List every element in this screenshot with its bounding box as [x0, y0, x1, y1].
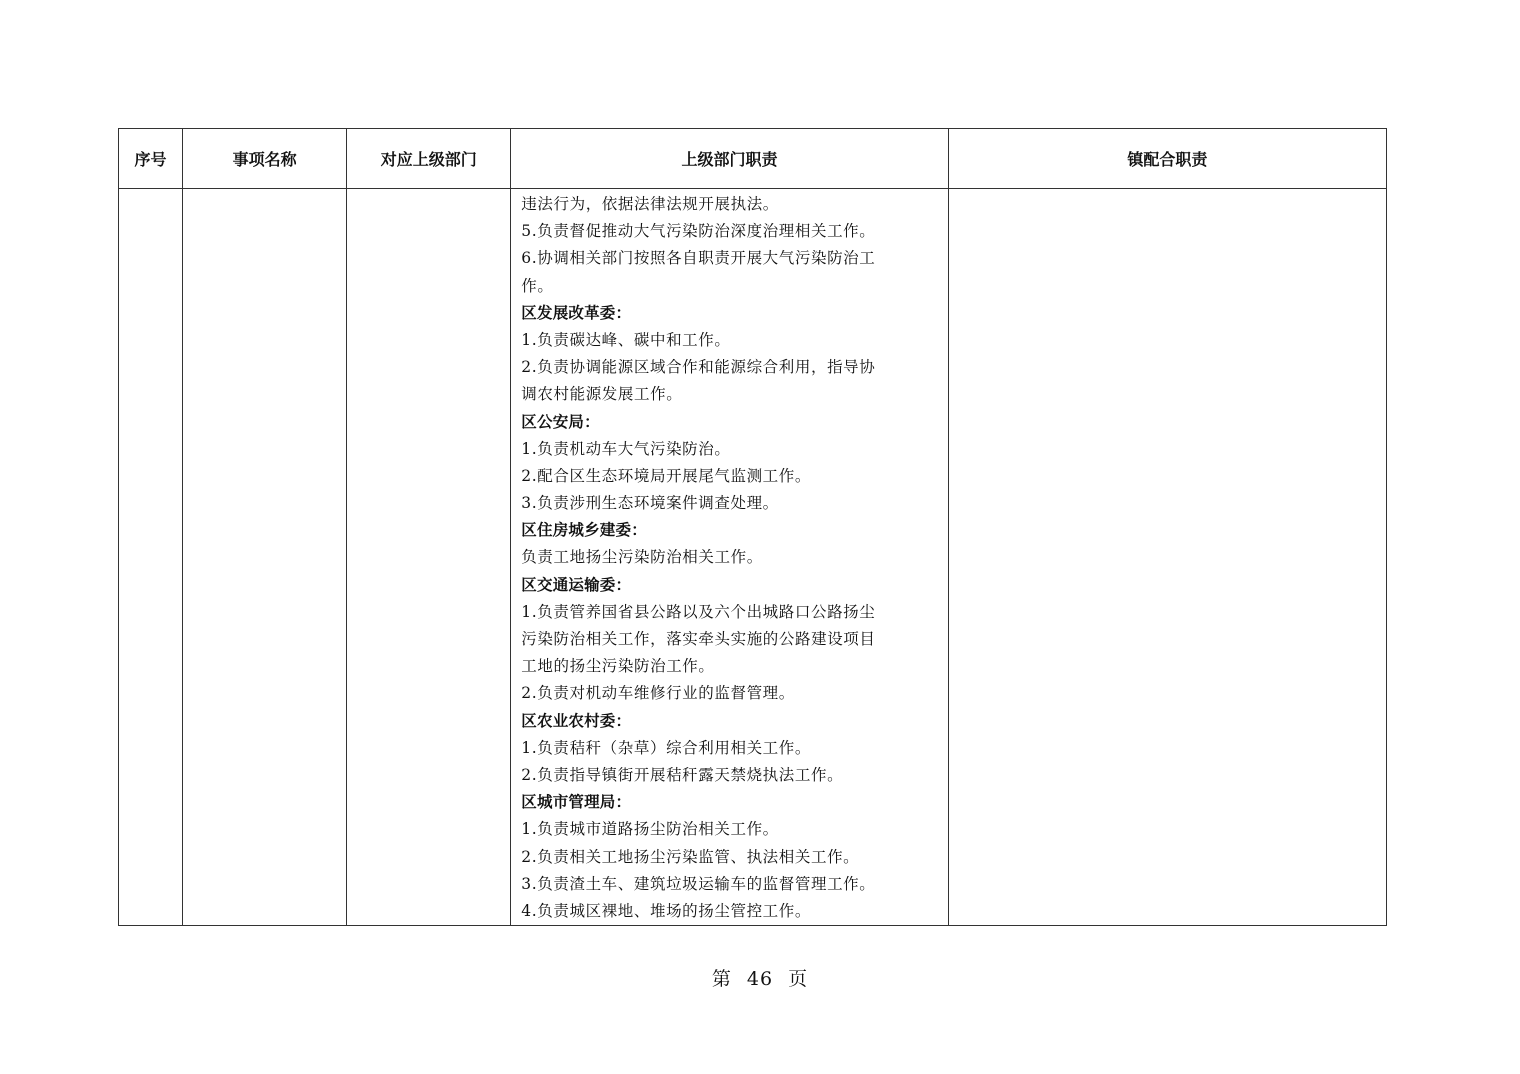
- responsibility-line: 工地的扬尘污染防治工作。: [521, 657, 715, 676]
- header-superior-responsibilities: 上级部门职责: [511, 129, 948, 189]
- responsibility-line: 污染防治相关工作，落实牵头实施的公路建设项目: [521, 630, 876, 648]
- responsibility-line: 6.协调相关部门按照各自职责开展大气污染防治工: [521, 249, 876, 268]
- responsibility-line: 3.负责涉刑生态环境案件调查处理。: [521, 494, 779, 513]
- responsibility-line: 2.配合区生态环境局开展尾气监测工作。: [521, 466, 811, 485]
- responsibility-line: 2.负责协调能源区域合作和能源综合利用，指导协: [521, 358, 876, 377]
- cell-superior-responsibilities: [511, 189, 948, 926]
- department-heading: 区住房城乡建委：: [521, 521, 647, 540]
- responsibility-line: 4.负责城区裸地、堆场的扬尘管控工作。: [521, 901, 811, 920]
- responsibility-line: 2.负责相关工地扬尘污染监管、执法相关工作。: [521, 847, 860, 866]
- department-heading: 区交通运输委：: [521, 575, 632, 594]
- responsibility-line: 作。: [521, 276, 554, 295]
- page-number: 46: [746, 968, 774, 990]
- cell-serial-number: [119, 189, 183, 926]
- header-item-name: 事项名称: [183, 129, 347, 189]
- responsibility-line: 1.负责碳达峰、碳中和工作。: [521, 330, 731, 349]
- table-header-row: [119, 129, 1387, 189]
- page-footer: [0, 964, 1520, 991]
- responsibility-line: 调农村能源发展工作。: [521, 385, 683, 404]
- department-heading: 区农业农村委：: [521, 711, 632, 730]
- responsibility-line: 违法行为，依据法律法规开展执法。: [521, 195, 779, 213]
- page-prefix: 第: [711, 968, 732, 990]
- responsibility-line: 1.负责秸秆（杂草）综合利用相关工作。: [521, 738, 811, 757]
- cell-town-cooperation: [948, 189, 1386, 926]
- responsibility-line: 负责工地扬尘污染防治相关工作。: [521, 548, 763, 567]
- responsibility-line: 2.负责指导镇街开展秸秆露天禁烧执法工作。: [521, 765, 844, 784]
- responsibility-line: 1.负责管养国省县公路以及六个出城路口公路扬尘: [521, 602, 876, 621]
- header-serial-number: 序号: [119, 129, 183, 189]
- responsibility-line: 2.负责对机动车维修行业的监督管理。: [521, 684, 795, 703]
- page-suffix: 页: [788, 968, 809, 990]
- responsibility-table: [118, 128, 1387, 926]
- header-superior-department: 对应上级部门: [347, 129, 511, 189]
- table-row: [119, 189, 1387, 926]
- responsibility-line: 1.负责机动车大气污染防治。: [521, 439, 731, 458]
- department-heading: 区公安局：: [521, 412, 600, 431]
- responsibility-line: 1.负责城市道路扬尘防治相关工作。: [521, 820, 779, 839]
- cell-item-name: [183, 189, 347, 926]
- responsibility-line: 5.负责督促推动大气污染防治深度治理相关工作。: [521, 222, 876, 241]
- responsibility-text: [521, 191, 939, 925]
- header-town-cooperation: 镇配合职责: [948, 129, 1386, 189]
- cell-superior-department: [347, 189, 511, 926]
- department-heading: 区城市管理局：: [521, 793, 632, 812]
- department-heading: 区发展改革委：: [521, 303, 632, 322]
- responsibility-line: 3.负责渣土车、建筑垃圾运输车的监督管理工作。: [521, 874, 876, 893]
